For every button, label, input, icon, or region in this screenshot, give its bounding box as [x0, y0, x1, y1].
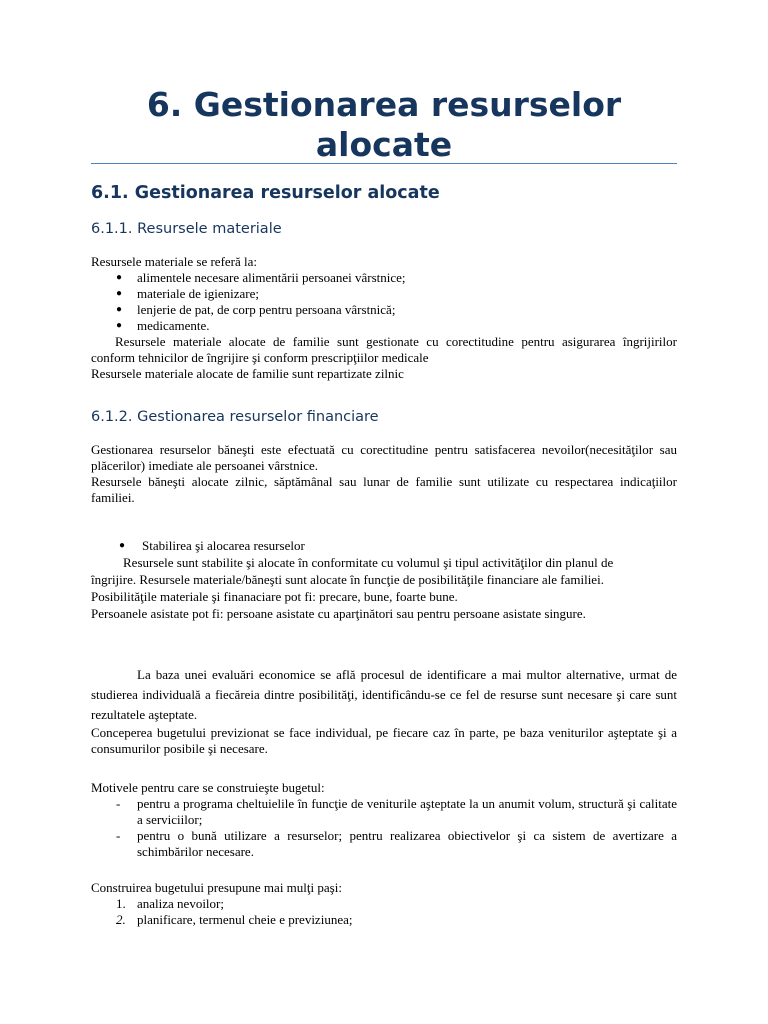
list-item: ● Stabilirea şi alocarea resurselor — [119, 538, 305, 553]
list-item: - pentru a programa cheltuielile în funcţie de veniturile aşteptate la un anumit volum, structură şi calitate a serviciilor; — [116, 796, 677, 827]
title-underline — [91, 163, 677, 164]
dash-marker: - — [116, 828, 121, 843]
list-item: ● lenjerie de pat, de corp pentru persoana vârstnică; — [116, 302, 396, 317]
pasi-block — [91, 880, 677, 928]
buget-paragraph: Conceperea bugetului previzionat se face individual, pe fiecare caz în parte, pe baza veniturilor aşteptate şi a consumurilor posibile şi necesare. — [91, 725, 677, 756]
motive-list — [91, 796, 677, 860]
stabilire-block — [91, 538, 677, 622]
bullet-icon: ● — [116, 272, 123, 283]
pasi-intro: Construirea bugetului presupune mai mulţi paşi: — [91, 880, 342, 895]
materiale-paragraph: Resursele materiale alocate de familie sunt gestionate cu corectitudine pentru asigurarea îngrijirilor conform tehnicilor de îngrijire şi conform prescripţiilor medicale — [91, 334, 677, 365]
bullet-icon: ● — [119, 540, 126, 551]
posibilitati-paragraph: Posibilităţile materiale şi finanaciare pot fi: precare, bune, foarte bune. — [91, 589, 458, 604]
list-item: 2. planificare, termenul cheie e previziunea; — [116, 912, 353, 927]
bullet-icon: ● — [116, 288, 123, 299]
materiale-paragraph: Resursele materiale alocate de familie sunt repartizate zilnic — [91, 366, 404, 381]
list-item: ● alimentele necesare alimentării persoanei vârstnice; — [116, 270, 406, 285]
bullet-icon: ● — [116, 304, 123, 315]
list-item: ● medicamente. — [116, 318, 210, 333]
materiale-block — [91, 254, 677, 382]
bullet-icon: ● — [116, 320, 123, 331]
financiare-paragraph: Gestionarea resurselor băneşti este efectuată cu corectitudine pentru satisfacerea nevoilor(necesităţilor sau plăcerilor) imediate ale persoanei vârstnice. — [91, 442, 677, 473]
list-item: - pentru o bună utilizare a resurselor; pentru realizarea obiectivelor şi ca sistem de avertizare a schimbărilor necesare. — [116, 828, 677, 859]
list-number: 1. — [116, 896, 126, 911]
materiale-list — [91, 270, 677, 334]
stabilire-paragraph: Resursele sunt stabilite şi alocate în conformitate cu volumul şi tipul activităţilor din planul de îngrijire. Resursele materiale/băneşti sunt alocate în funcţie de posibilităţile financiare ale familiei. — [91, 555, 614, 587]
evaluare-paragraph: La baza unei evaluări economice se află procesul de identificare a mai multor alternative, urmat de studierea individuală a fiecăreia dintre posibilităţi, identificându-se ce fel de resurse sunt necesare şi care sunt rezultatele aşteptate. — [91, 667, 677, 722]
section-heading: 6.1. Gestionarea resurselor alocate — [91, 183, 440, 203]
list-item: ● materiale de igienizare; — [116, 286, 259, 301]
pasi-list — [91, 896, 677, 928]
dash-marker: - — [116, 796, 121, 811]
subsection-heading-materiale: 6.1.1. Resursele materiale — [91, 221, 282, 237]
list-item: 1. analiza nevoilor; — [116, 896, 224, 911]
evaluare-block — [91, 665, 677, 757]
materiale-intro: Resursele materiale se referă la: — [91, 254, 258, 269]
motive-intro: Motivele pentru care se construieşte bugetul: — [91, 780, 325, 795]
financiare-block — [91, 442, 677, 506]
persoane-paragraph: Persoanele asistate pot fi: persoane asistate cu aparţinători sau pentru persoane asistate singure. — [91, 606, 586, 621]
document-title: 6. Gestionarea resurselor alocate — [146, 85, 622, 164]
motive-block — [91, 780, 677, 860]
subsection-heading-financiare: 6.1.2. Gestionarea resurselor financiare — [91, 409, 379, 425]
financiare-paragraph: Resursele băneşti alocate zilnic, săptămânal sau lunar de familie sunt utilizate cu respectarea indicaţiilor familiei. — [91, 474, 677, 505]
list-number: 2. — [116, 912, 126, 927]
